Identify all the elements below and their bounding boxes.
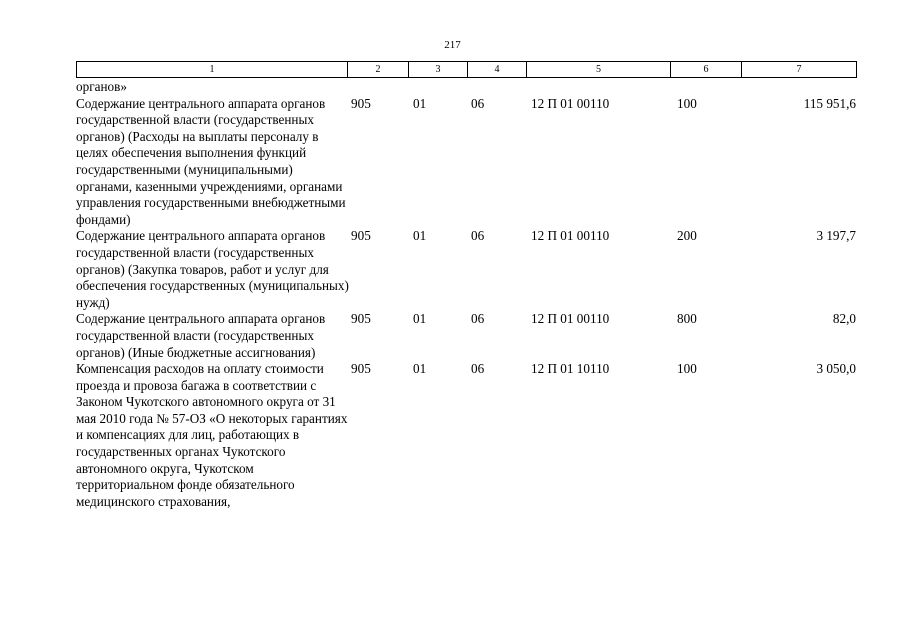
table-row xyxy=(76,228,856,311)
column-header-6: 6 xyxy=(671,62,742,78)
column-header-2: 2 xyxy=(348,62,409,78)
row-section: 01 xyxy=(413,361,427,377)
row-expense-type: 100 xyxy=(677,95,697,111)
table-row xyxy=(76,79,856,96)
row-target-article: 12 П 01 00110 xyxy=(531,228,610,244)
row-subsection: 06 xyxy=(471,361,485,377)
row-expense-type: 100 xyxy=(677,361,697,377)
row-amount xyxy=(747,79,856,96)
row-subsection xyxy=(469,79,529,96)
row-amount: 115 951,6 xyxy=(803,95,856,111)
row-target-article xyxy=(529,79,675,96)
row-amount: 3 050,0 xyxy=(816,361,856,377)
row-amount: 82,0 xyxy=(832,311,856,327)
row-admin-code: 905 xyxy=(351,361,371,377)
row-target-article: 12 П 01 00110 xyxy=(531,311,610,327)
row-name: Компенсация расходов на оплату стоимости проезда и провоза багажа в соответствии с Законом Чукотского автономного округа от 31 мая 2010 года № 57-ОЗ «О некоторых гарантиях и компенсациях для лиц, работающих в государственных органах Чукотского автономного округа, Чукотском территориальном фонде обязательного медицинского страхования, xyxy=(76,361,348,509)
table-row xyxy=(76,361,856,510)
row-target-article: 12 П 01 10110 xyxy=(531,361,610,377)
column-header-5: 5 xyxy=(527,62,671,78)
row-admin-code xyxy=(349,79,411,96)
row-amount: 3 197,7 xyxy=(816,228,856,244)
budget-table xyxy=(76,79,856,510)
column-header-table xyxy=(76,61,857,78)
row-subsection: 06 xyxy=(471,95,485,111)
row-admin-code: 905 xyxy=(351,228,371,244)
row-name: Содержание центрального аппарата органов государственной власти (государственных органов) (Закупка товаров, работ и услуг для обеспечения государственных (муниципальных) нужд) xyxy=(76,228,349,310)
row-name: Содержание центрального аппарата органов государственной власти (государственных органов) (Иные бюджетные ассигнования) xyxy=(76,311,326,360)
row-section: 01 xyxy=(413,95,427,111)
row-expense-type: 800 xyxy=(677,311,697,327)
row-admin-code: 905 xyxy=(351,311,371,327)
row-admin-code: 905 xyxy=(351,95,371,111)
column-header-3: 3 xyxy=(409,62,468,78)
row-section: 01 xyxy=(413,228,427,244)
row-name: Содержание центрального аппарата органов государственной власти (государственных органов) (Расходы на выплаты персоналу в целях обеспечения выполнения функций государственными (муниципальными) органами, казенными учреждениями, органами управления государственными внебюджетными фондами) xyxy=(76,95,346,227)
page-number: 217 xyxy=(444,39,461,51)
row-expense-type: 200 xyxy=(677,228,697,244)
row-name: органов» xyxy=(76,79,127,94)
row-target-article: 12 П 01 00110 xyxy=(531,95,610,111)
row-section: 01 xyxy=(413,311,427,327)
table-row xyxy=(76,96,856,229)
column-header-7: 7 xyxy=(742,62,857,78)
column-header-row xyxy=(77,62,857,78)
row-subsection: 06 xyxy=(471,311,485,327)
column-header-1: 1 xyxy=(77,62,348,78)
row-expense-type xyxy=(675,79,747,96)
row-section xyxy=(411,79,469,96)
row-subsection: 06 xyxy=(471,228,485,244)
column-header-4: 4 xyxy=(468,62,527,78)
table-row xyxy=(76,311,856,361)
